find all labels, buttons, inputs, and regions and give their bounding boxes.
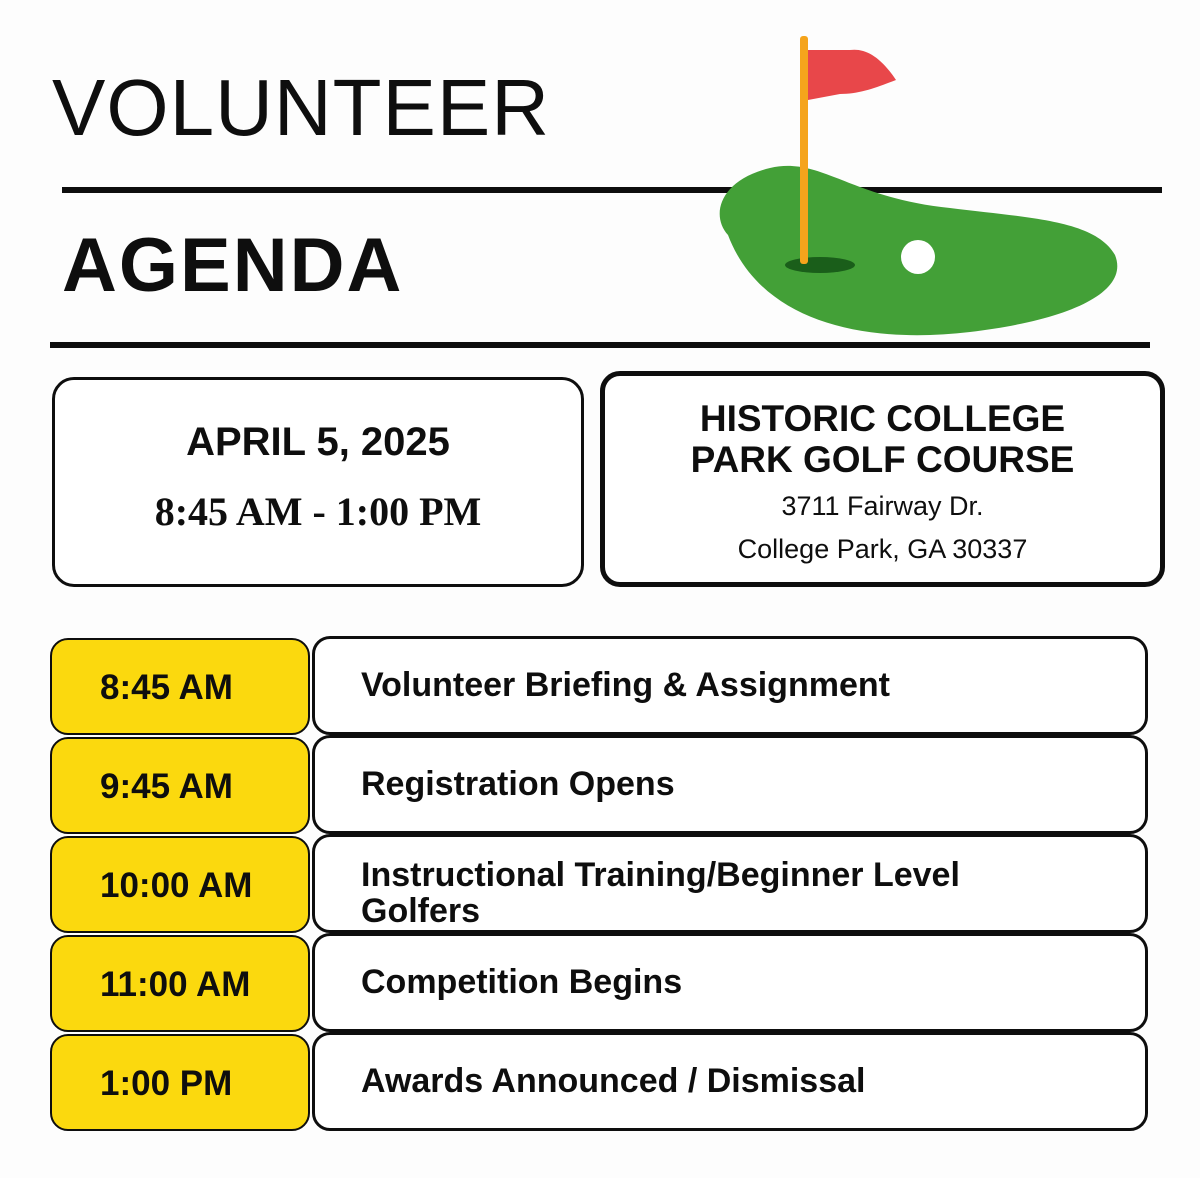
date-card <box>52 377 584 587</box>
schedule-time: 10:00 AM <box>100 866 253 905</box>
event-date: APRIL 5, 2025 <box>186 420 450 464</box>
title-volunteer: VOLUNTEER <box>52 63 550 152</box>
golf-green-flag-icon <box>700 30 1130 350</box>
schedule-activity: Awards Announced / Dismissal <box>361 1062 866 1100</box>
schedule-time: 1:00 PM <box>100 1064 233 1103</box>
schedule-row <box>50 935 1150 1034</box>
schedule-activity-cell <box>312 933 1148 1032</box>
schedule-row <box>50 1034 1150 1133</box>
schedule-activity-cell <box>312 636 1148 735</box>
schedule-row <box>50 638 1150 737</box>
schedule-activity: Registration Opens <box>361 765 675 803</box>
schedule-activity-cell <box>312 735 1148 834</box>
schedule-activity: Volunteer Briefing & Assignment <box>361 666 890 704</box>
schedule-time-cell <box>50 638 310 735</box>
title-agenda: AGENDA <box>62 223 404 308</box>
event-time: 8:45 AM - 1:00 PM <box>154 489 482 534</box>
flag-pole <box>800 36 808 264</box>
schedule-time-cell <box>50 836 310 933</box>
schedule-time: 11:00 AM <box>100 965 251 1004</box>
golf-ball <box>901 240 935 274</box>
schedule-time-cell <box>50 935 310 1032</box>
schedule-row <box>50 737 1150 836</box>
schedule-time: 8:45 AM <box>100 668 233 707</box>
venue-address-line2: College Park, GA 30337 <box>737 534 1028 564</box>
flag <box>808 50 896 100</box>
venue-card <box>600 371 1165 587</box>
schedule-row <box>50 836 1150 935</box>
schedule-time: 9:45 AM <box>100 767 233 806</box>
venue-name: HISTORIC COLLEGE PARK GOLF COURSE <box>690 398 1075 480</box>
schedule-time-cell <box>50 1034 310 1131</box>
schedule-activity: Competition Begins <box>361 963 683 1001</box>
schedule-time-cell <box>50 737 310 834</box>
venue-address-line1: 3711 Fairway Dr. <box>781 491 984 521</box>
schedule-activity-cell <box>312 834 1148 933</box>
schedule-activity: Instructional Training/Beginner Level Golfers <box>361 856 960 930</box>
schedule-activity-cell <box>312 1032 1148 1131</box>
hole <box>785 257 855 273</box>
